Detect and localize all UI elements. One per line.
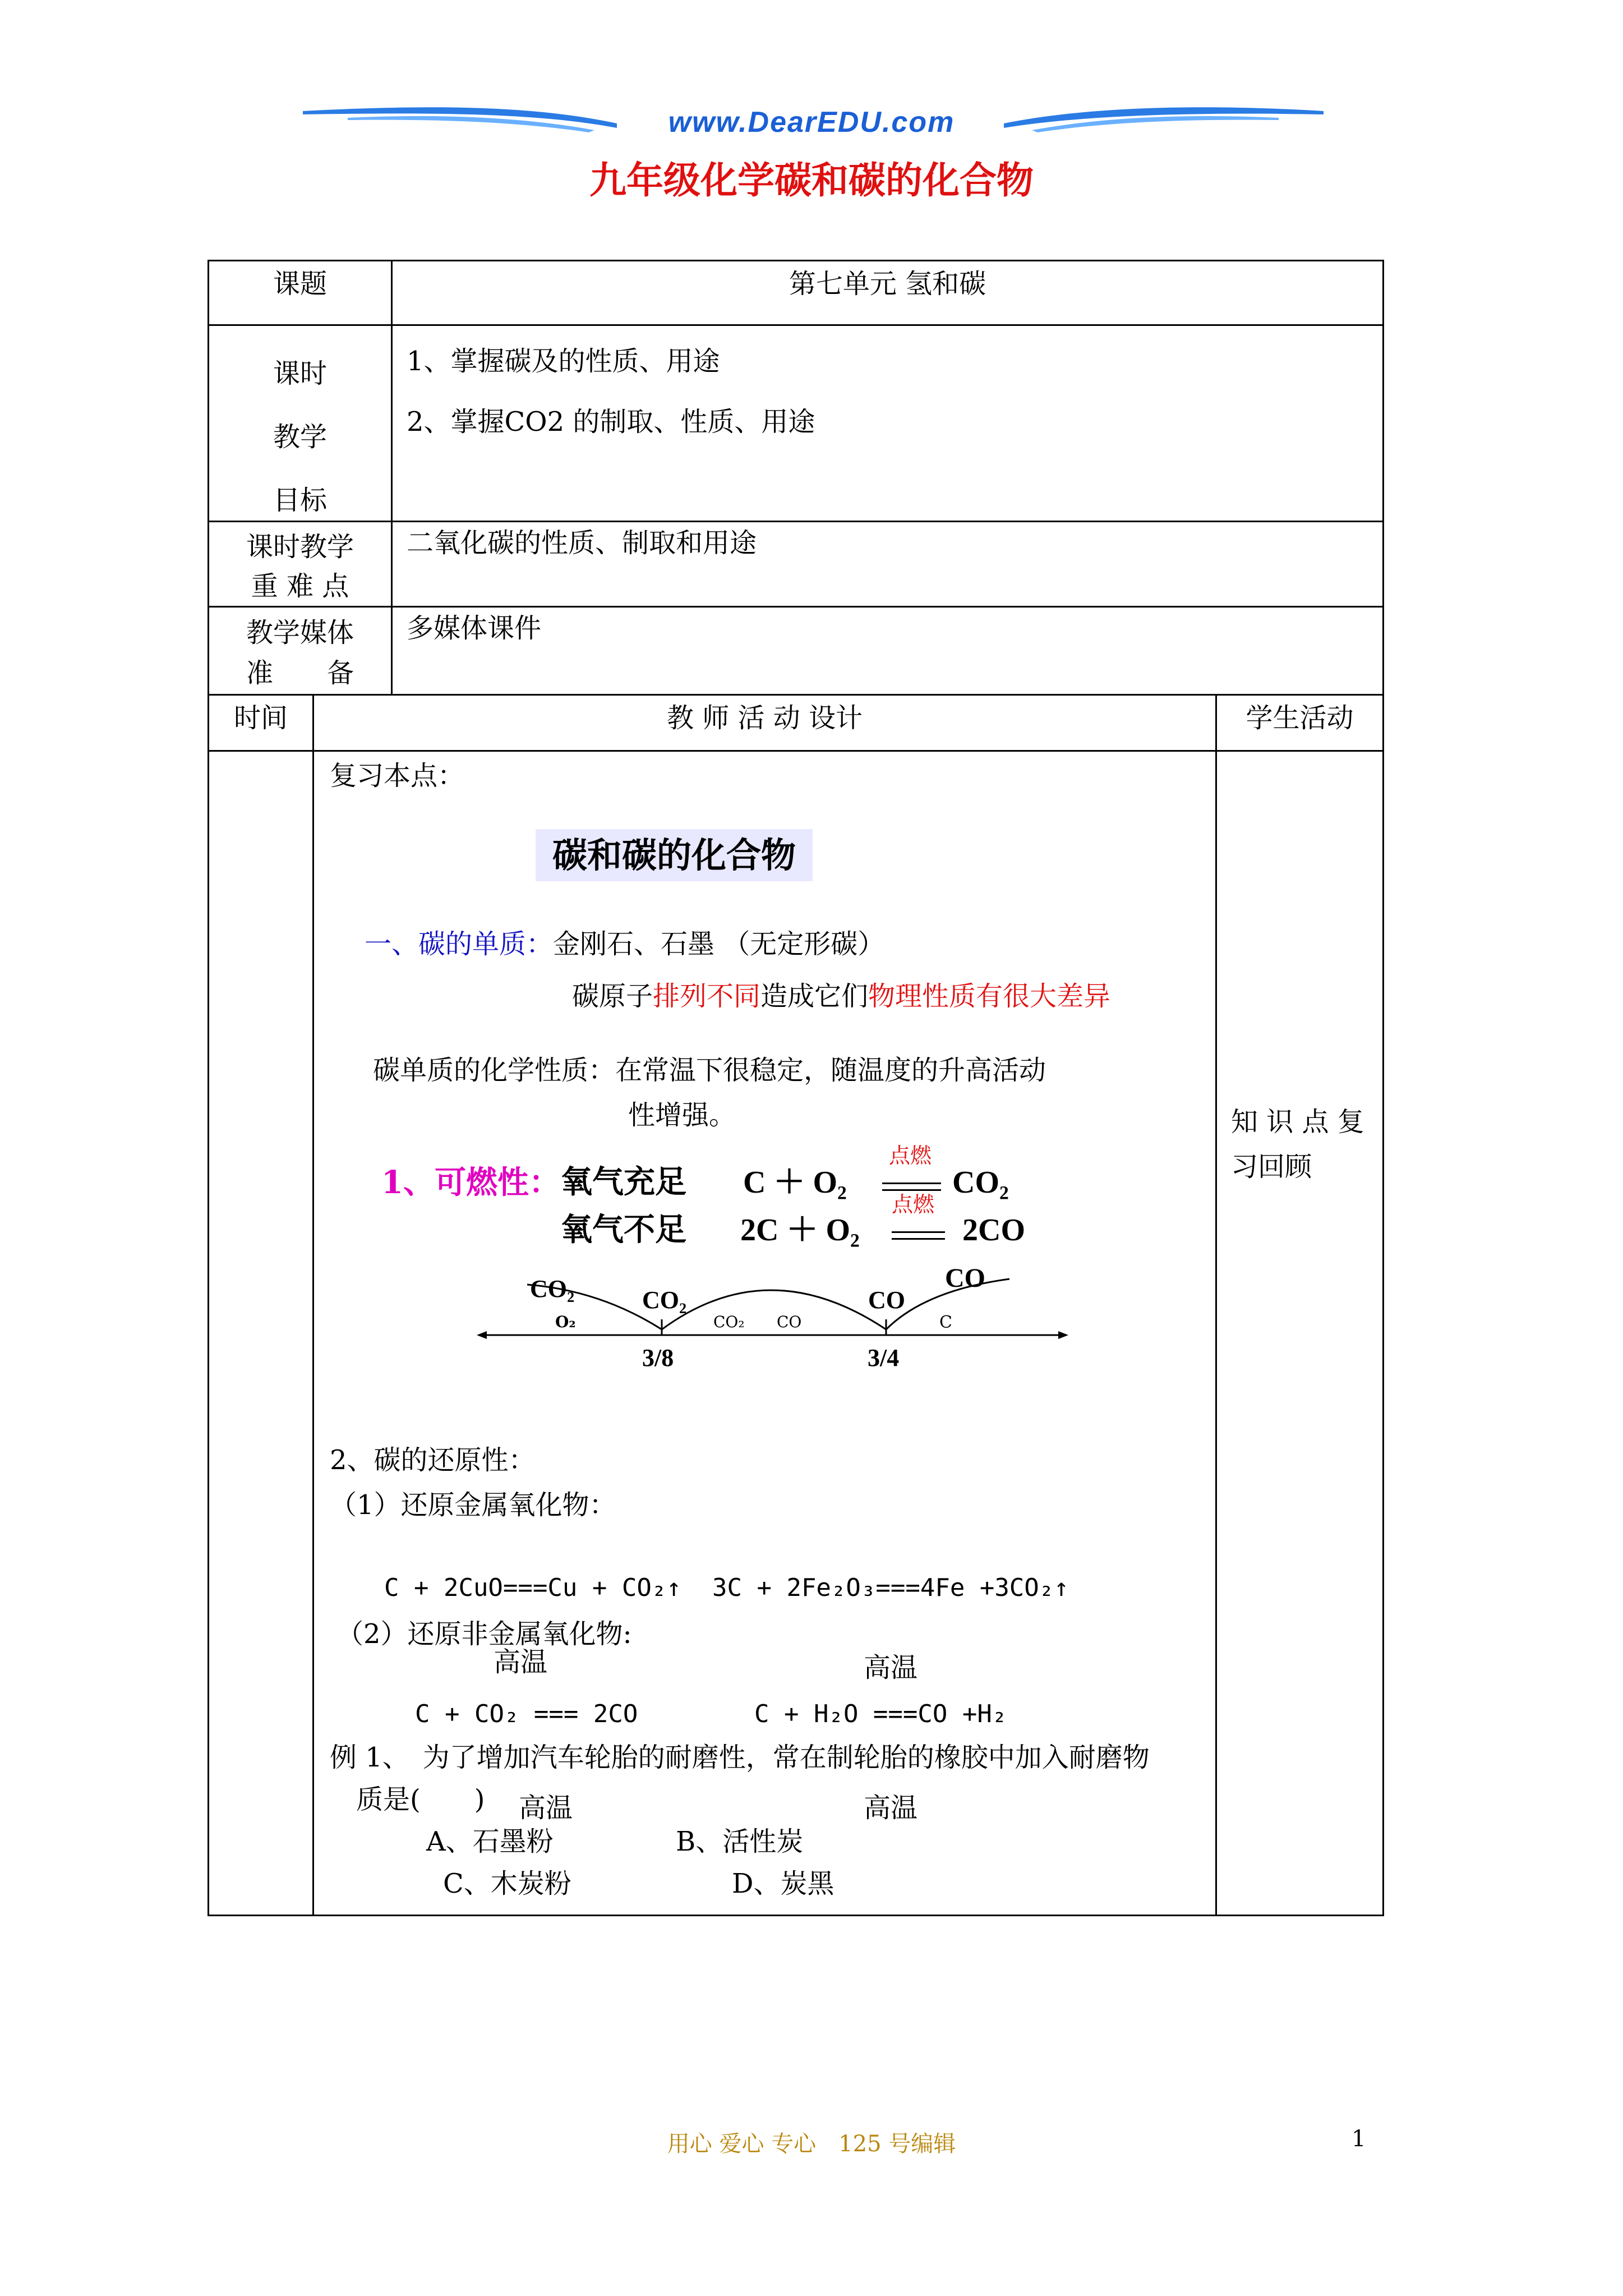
page-number: 1 — [1352, 2126, 1366, 2152]
condition-high-temp: 高温 — [494, 1646, 548, 1678]
label-objectives: 课时 教学 目标 — [273, 358, 327, 516]
equals-line — [892, 1231, 945, 1233]
numline-label: CO — [868, 1286, 905, 1314]
numline-tick-label: 3/8 — [642, 1344, 674, 1372]
combustion-label: 1、可燃性： — [381, 1164, 560, 1201]
numline-sublabel: C — [939, 1313, 952, 1332]
equals-line — [882, 1189, 941, 1191]
numline-label: CO — [945, 1263, 985, 1293]
condition-ignite-2: 点燃 — [892, 1192, 935, 1217]
footer-text: 用心 爱心 专心 125 号编辑 — [667, 2131, 956, 2157]
reduction-heading: 2、碳的还原性： — [330, 1444, 536, 1476]
condition-ignite-1: 点燃 — [889, 1143, 932, 1168]
oxygen-sufficient-label: 氧气充足 — [561, 1165, 686, 1200]
example-1-question-cont: 质是( ) — [356, 1784, 485, 1815]
equals-line — [882, 1182, 941, 1184]
label-topic: 课题 — [273, 268, 327, 300]
reduction-equation-d: C + H₂O ===CO +H₂ — [754, 1700, 1007, 1728]
numline-label: CO₂ — [642, 1286, 687, 1314]
option-d: D、炭黑 — [732, 1868, 834, 1899]
equation-2-product: 2CO — [962, 1213, 1025, 1248]
chemical-property-line1: 碳单质的化学性质：在常温下很稳定，随温度的升高活动 — [373, 1055, 1046, 1086]
review-heading: 复习本点： — [330, 760, 465, 792]
page-title: 九年级化学碳和碳的化合物 — [589, 158, 1034, 202]
condition-high-temp: 高温 — [864, 1792, 918, 1824]
condition-high-temp: 高温 — [864, 1652, 918, 1683]
objectives-value: 1、掌握碳及的性质、用途 2、掌握CO2 的制取、性质、用途 — [407, 346, 815, 438]
site-logo-text: www.DearEDU.com — [668, 106, 955, 139]
reduction-equation-c: C + CO₂ === 2CO — [415, 1700, 638, 1728]
equation-2-reactants: 2C ＋ O₂ — [740, 1213, 860, 1248]
reduction-equation-b: 3C + 2Fe₂O₃===4Fe +3CO₂↑ — [712, 1573, 1069, 1602]
option-a: A、石墨粉 — [426, 1826, 554, 1857]
label-media: 教学媒体 准 备 — [246, 617, 354, 689]
reduction-equation-a: C + 2CuO===Cu + CO₂↑ — [384, 1573, 681, 1602]
student-activity: 知 识 点 复 习回顾 — [1231, 1106, 1364, 1182]
reduction-metal-oxides: （1）还原金属氧化物： — [330, 1489, 616, 1521]
chemical-property-line2: 性增强。 — [628, 1099, 736, 1131]
col-header-design: 教 师 活 动 设计 — [666, 702, 863, 734]
condition-high-temp: 高温 — [519, 1792, 573, 1824]
key-points-value: 二氧化碳的性质、制取和用途 — [407, 527, 757, 559]
numline-tick-label: 3/4 — [868, 1344, 900, 1372]
reduction-nonmetal-oxides: （2）还原非金属氧化物: — [336, 1618, 632, 1650]
oxygen-insufficient-label: 氧气不足 — [561, 1213, 686, 1248]
topic-value: 第七单元 氢和碳 — [789, 268, 986, 300]
media-value: 多媒体课件 — [407, 613, 542, 644]
col-header-time: 时间 — [233, 702, 288, 734]
example-1-question: 例 1、 为了增加汽车轮胎的耐磨性，常在制轮胎的橡胶中加入耐磨物 — [330, 1742, 1150, 1773]
numline-sublabel: CO — [777, 1313, 802, 1331]
numline-sublabel: CO₂ — [713, 1313, 745, 1331]
numline-label: CO₂ — [530, 1275, 575, 1303]
equals-line — [892, 1238, 945, 1240]
atom-arrangement-line: 碳原子排列不同造成它们物理性质有很大差异 — [572, 981, 1111, 1012]
equation-1-product: CO₂ — [952, 1165, 1009, 1200]
equation-1-reactants: C ＋ O₂ — [743, 1165, 847, 1200]
label-key-points: 课时教学 重 难 点 — [246, 531, 354, 602]
numline-sublabel: O₂ — [555, 1313, 576, 1331]
col-header-student: 学生活动 — [1246, 702, 1354, 734]
section-elemental-carbon: 一、碳的单质：金刚石、石墨 （无定形碳） — [365, 928, 885, 960]
topic-badge: 碳和碳的化合物 — [536, 835, 813, 876]
option-c: C、木炭粉 — [443, 1868, 571, 1899]
option-b: B、活性炭 — [676, 1826, 804, 1857]
